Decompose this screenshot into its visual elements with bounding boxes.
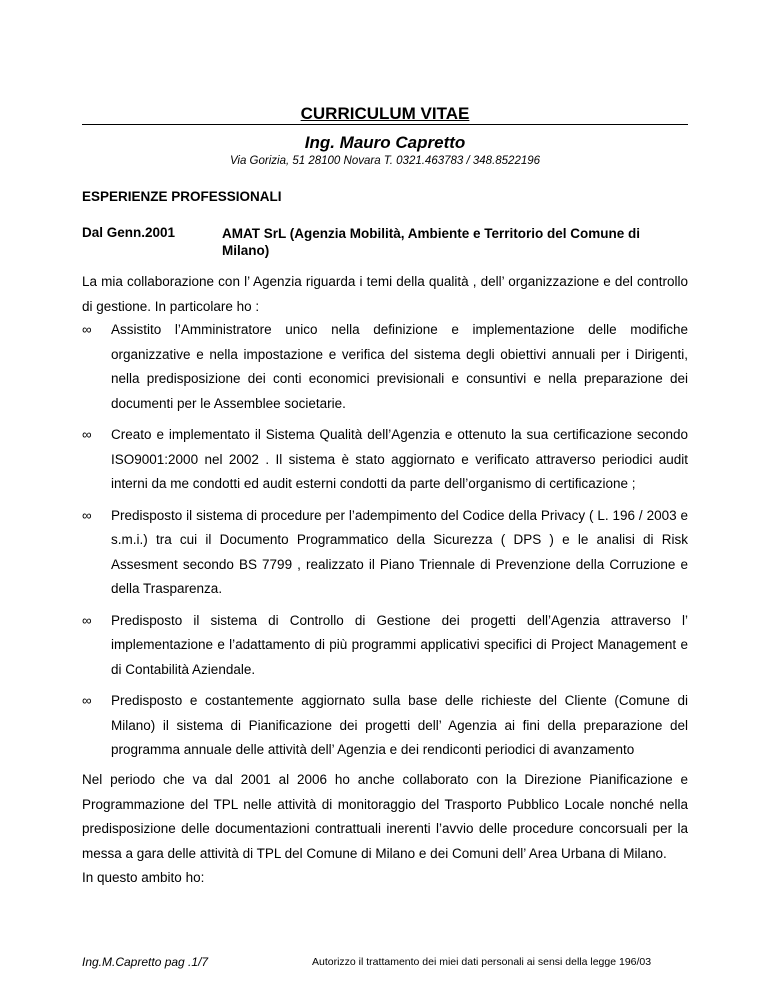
bullet-icon: ∞ xyxy=(82,612,92,628)
list-item xyxy=(82,318,688,416)
author-name: Ing. Mauro Capretto xyxy=(304,133,466,152)
list-item-text: Predisposto il sistema di Controllo di Gestione dei progetti dell’Agenzia attraverso l’ implementazione e l’adattamento di più programmi applicativi specifici di Project Management e di Contabilità Aziendale. xyxy=(111,612,688,677)
bullet-icon: ∞ xyxy=(82,322,92,337)
bullet-icon: ∞ xyxy=(82,427,92,442)
list-item-text: Predisposto il sistema di procedure per l’adempimento del Codice della Privacy ( L. 196 / 2003 e s.m.i.) tra cui il Documento Programmatico della Sicurezza ( DPS ) e le analisi di Risk Assesment secondo BS 7799 , realizzato il Piano Triennale di Prevenzione della Corruzione e della Trasparenza. xyxy=(111,507,688,596)
list-item-text: Creato e implementato il Sistema Qualità dell’Agenzia e ottenuto la sua certificazione secondo ISO9001:2000 nel 2002 . Il sistema è stato aggiornato e verificato attraverso periodici audit interni da me condotti ed audit esterni condotti da parte dell’organismo di certificazione ; xyxy=(111,427,688,491)
bullet-icon: ∞ xyxy=(82,693,92,708)
responsibility-list xyxy=(82,318,688,770)
employment-period: Dal Genn.2001 xyxy=(82,225,176,240)
document-title: CURRICULUM VITAE xyxy=(300,104,470,123)
list-item xyxy=(82,504,688,602)
intro-paragraph: La mia collaborazione con l’ Agenzia riguarda i temi della qualità , dell’ organizzazione e del controllo di gestione. In particolare ho : xyxy=(82,274,688,314)
page-footer-label: Ing.M.Capretto pag .1/7 xyxy=(82,955,209,969)
tpl-paragraph-text: Nel periodo che va dal 2001 al 2006 ho anche collaborato con la Direzione Pianificazione e Programmazione del TPL nelle attività di monitoraggio del Trasporto Pubblico Locale nonché nella predisposizione delle documentazioni contrattuali inerenti l’avvio delle procedure concorsuali per la messa a gara delle attività di TPL del Comune di Milano e dei Comuni dell’ Area Urbana di Milano. xyxy=(82,772,688,861)
list-item-text: Predisposto e costantemente aggiornato sulla base delle richieste del Cliente (Comune di Milano) il sistema di Pianificazione dei progetti dell’ Agenzia ai fini della preparazione del programma annuale delle attività dell’ Agenzia e dei rendiconti periodici di avanzamento xyxy=(111,693,688,757)
tpl-paragraph xyxy=(82,768,688,891)
section-heading: ESPERIENZE PROFESSIONALI xyxy=(82,189,282,204)
list-item xyxy=(82,689,688,763)
title-divider xyxy=(82,124,688,125)
author-address: Via Gorizia, 51 28100 Novara T. 0321.463783 / 348.8522196 xyxy=(229,155,541,167)
list-item-text: Assistito l’Amministratore unico nella definizione e implementazione delle modifiche organizzative e nella impostazione e verifica del sistema degli obiettivi annuali per i Dirigenti, nella predisposizione dei conti economici previsionali e consuntivi e nella preparazione dei documenti per le Assemblee societarie. xyxy=(111,322,688,411)
cv-page xyxy=(82,0,688,994)
employer-name: AMAT SrL (Agenzia Mobilità, Ambiente e Territorio del Comune di Milano) xyxy=(222,226,641,258)
privacy-consent-note: Autorizzo il trattamento dei miei dati personali ai sensi della legge 196/03 xyxy=(312,956,652,968)
bullet-icon: ∞ xyxy=(82,507,92,523)
tpl-paragraph-lead: In questo ambito ho: xyxy=(82,870,205,885)
list-item xyxy=(82,609,688,683)
list-item xyxy=(82,423,688,497)
